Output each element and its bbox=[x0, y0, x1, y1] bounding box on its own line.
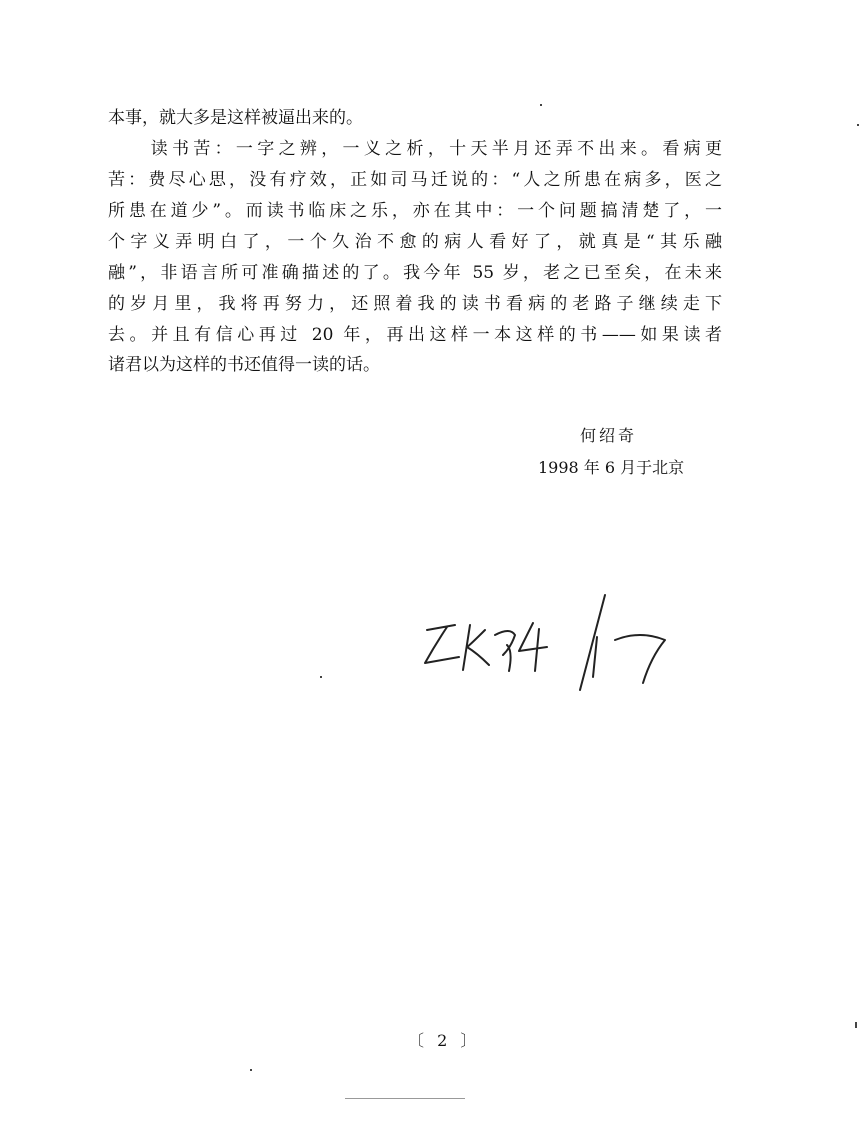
author-signature: 何绍奇 bbox=[580, 426, 638, 445]
signature-date: 1998 年 6 月于北京 bbox=[538, 458, 685, 477]
body-line: 所患在道少”。而读书临床之乐，亦在其中：一个问题搞清楚了，一 bbox=[108, 201, 722, 221]
body-line: 的岁月里，我将再努力，还照着我的读书看病的老路子继续走下 bbox=[108, 294, 722, 314]
scan-speck bbox=[320, 676, 322, 678]
body-line: 本事，就大多是这样被逼出来的。 bbox=[108, 108, 363, 128]
scan-speck bbox=[250, 1069, 252, 1071]
body-line: 个字义弄明白了，一个久治不愈的病人看好了，就真是“其乐融 bbox=[108, 232, 722, 252]
page-number: 〔 2 〕 bbox=[408, 1031, 481, 1050]
scan-speck bbox=[855, 1022, 857, 1028]
body-line: 融”，非语言所可准确描述的了。我今年 55 岁，老之已至矣，在未来 bbox=[108, 263, 722, 283]
body-line: 诸君以为这样的书还值得一读的话。 bbox=[108, 355, 380, 375]
body-line: 读书苦：一字之辨，一义之析，十天半月还弄不出来。看病更 bbox=[108, 139, 722, 159]
body-line: 去。并且有信心再过 20 年，再出这样一本这样的书——如果读者 bbox=[108, 325, 722, 345]
handwritten-call-number bbox=[415, 585, 685, 695]
scan-speck bbox=[345, 1098, 465, 1099]
scan-speck bbox=[540, 104, 542, 106]
body-line: 苦：费尽心思，没有疗效，正如司马迁说的：“人之所患在病多，医之 bbox=[108, 170, 722, 190]
scan-speck bbox=[857, 124, 859, 126]
